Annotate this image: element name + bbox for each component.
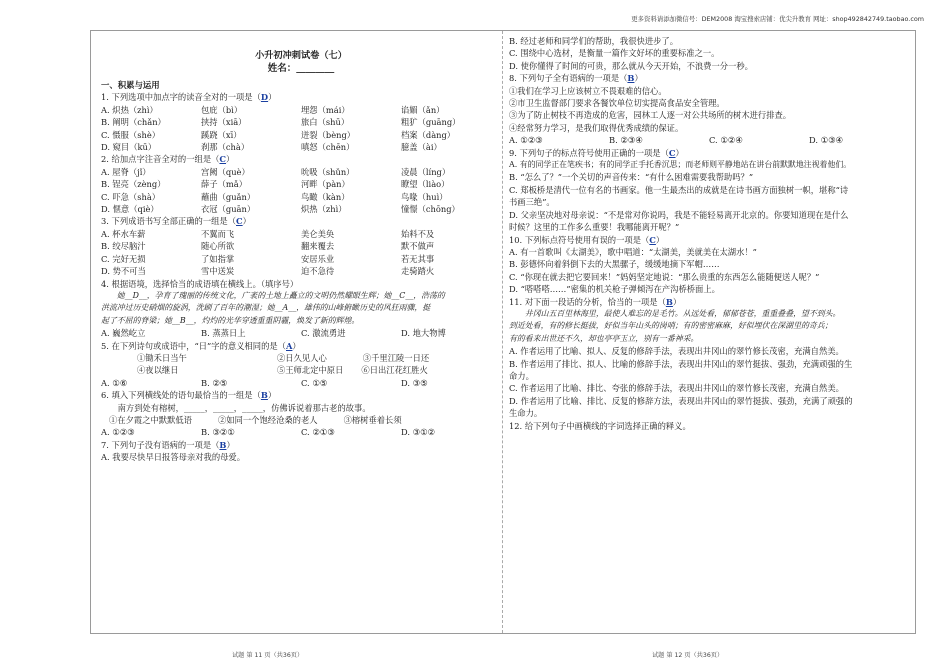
question-11-option: B. 作者运用了排比、拟人、比喻的修辞手法，表现出井冈山的翠竹挺拔、强劲，充满顽强的生 (509, 358, 853, 369)
question-11-passage: 有的看来出世还不久，却也亭亭玉立，别有一番神采。 (509, 333, 699, 343)
question-8-item: ③为了防止树枝不再造成的危害，园林工人逐一对公共场所的树木进行排查。 (509, 110, 792, 121)
question-7-option: D. 使你懂得了时间的可贵，那么就从今天开始，不浪费一分一秒。 (509, 60, 753, 71)
question-5-items: ①锄禾日当午 ②日久见人心 ③千里江陵一日还 ④夜以继日 ⑤王师北定中原日 ⑥日出江花红胜火 (137, 352, 430, 376)
question-11-option: 命力。 (509, 370, 534, 381)
question-7-option: C. 围绕中心选材，是衡量一篇作文好坏的重要标准之一。 (509, 48, 720, 59)
column-divider (502, 31, 503, 633)
question-3-options: A. 杯水车薪 不翼而飞 美仑美奂 始料不及 B. 绞尽脑汁 随心所欲 翻来覆去 默不做声 C. 完好无损 了如指掌 安居乐业 若无其事 D. 势不可当 雪中送炭 迫不急待 走骑踏火 (101, 228, 435, 277)
question-4-passage: 她__D__，孕育了瑰丽的传统文化，广袤的土地上矗立的文明仍然耀眼生辉；她__C__，浩荡的 (116, 290, 445, 300)
question-9-option: B. “怎么了？”一个关切的声音传来：“有什么困难需要我帮助吗？” (509, 172, 754, 183)
question-6-options: A. ①②③ B. ③②① C. ②①③ D. ③①② (101, 427, 435, 438)
page-header: 更多资料请添加微信号：DEM2008 淘宝搜索店铺：优尖升教育 网址：shop492842749.taobao.com (631, 15, 924, 23)
question-6-items: ①在夕霞之中默默低语 ②如同一个饱经沧桑的老人 ③榕树垂着长须 (109, 414, 402, 425)
question-2-options: A. 屋脊（jǐ） 宫阙（què） 吮吸（shǔn） 凌晨（líng） B. 锃亮（zèng） 薛子（mǎ） 河畔（pàn） 瞭望（liào） C. 吓急（shà） 蘸曲（guǎn） 鸟瞰（kàn） 鸟喙（huì） D. 惬意（qiè） 衣冠（guān） 炽热（zhì） 憧憬（chōng） (101, 166, 460, 215)
question-9-option: D. 父亲坚决地对母亲说：“不是常对你说吗，我是不能轻易离开北京的。你要知道现在是什么 (509, 209, 849, 220)
question-10-option: B. 彭德怀向着斜倒下去的大黑骡子，缓缓地摘下军帽…… (509, 259, 720, 270)
question-11-passage: 井冈山五百里林海里，最使人难忘的是毛竹。从远处看，郁郁苍苍，重重叠叠，望不到头。 (524, 308, 841, 318)
question-11-stem: 11. 对下面一段话的分析，恰当的一项是（B） (509, 296, 682, 307)
left-column (101, 35, 501, 464)
question-8-options: A. ①②③ B. ②③④ C. ①②④ D. ①③④ (509, 135, 843, 146)
question-10-option: C. “你现在就去把它要回来！”妈妈坚定地说：“那么贵重的东西怎么能随便送人呢？” (509, 271, 820, 282)
question-8-stem: 8. 下列句子全有语病的一项是（B） (509, 73, 643, 84)
question-10-option: D. “嗒嗒嗒……”密集的机关枪子弹倾泻在产沟桥桥面上。 (509, 284, 720, 295)
question-5-options: A. ①⑥ B. ②⑤ C. ①⑤ D. ③⑤ (101, 377, 428, 388)
question-8-item: ④经常努力学习，是我们取得优秀成绩的保证。 (509, 122, 684, 133)
question-4-passage: 起了不屈的脊梁；她__B__，灼灼的光华穿透重重阴霾，焕发了新的辉煌。 (101, 315, 360, 325)
question-7-stem: 7. 下列句子没有语病的一项是（B） (101, 439, 235, 450)
question-11-option: C. 作者运用了比喻、排比、夸张的修辞手法，表现出井冈山的翠竹修长茂密，充满自然美。 (509, 383, 844, 394)
question-11-passage: 到近处看，有的修长挺拔，好似当年山头的岗哨；有的密密麻麻，好似埋伏在深湖里的奇兵； (509, 321, 833, 331)
exam-title: 小升初冲刺试卷（七） (255, 50, 347, 61)
question-9-option: 时候？这里的工作多么重要！我哪能离开呢？” (509, 222, 680, 233)
exam-frame (90, 30, 916, 634)
question-11-option: D. 作者运用了比喻、排比、反复的修辞方法，表现出井冈山的翠竹挺拔、强劲，充满了顽强的 (509, 395, 853, 406)
question-4-options: A. 巍然屹立 B. 蒸蒸日上 C. 激流勇进 D. 地大物博 (101, 328, 446, 339)
question-6-sentence: 南方到处有榕树，_____，_____，_____，仿佛诉说着那古老的故事。 (117, 402, 371, 413)
question-4-stem: 4. 根据语境，选择恰当的成语填在横线上。（填序号） (101, 278, 299, 289)
question-9-option: C. 郑板桥是清代一位有名的书画家。他一生最杰出的成就是在诗书画方面独树一帜，堪称“诗 (509, 184, 849, 195)
footer-page-right: 试题 第 12 页（共36页） (652, 652, 724, 659)
question-8-item: ①我们在学习上应该树立不畏艰难的信心。 (509, 85, 667, 96)
question-1-options: A. 炽热（zhì） 包庇（bì） 埋怨（mái） 谄媚（ǎn） B. 阐明（chǎn） 挟持（xiā） 旅白（shū） 粗犷（guāng） C. 慑服（shè） 蹊跷（xī） 迸裂（bèng） 档案（dàng） D. 窥目（kū） 刹那（chà） 嗔怒（chēn） 臆盖（ài） (101, 104, 461, 153)
right-column (509, 35, 909, 432)
section-heading: 一、积累与运用 (101, 80, 160, 90)
question-8-item: ②市卫生监督部门要求各餐饮单位切实提高食品安全管理。 (509, 98, 725, 109)
footer-page-left: 试题 第 11 页（共36页） (232, 652, 304, 659)
question-10-option: A. 有一首歌叫《太湖美》，歌中唱道：“太湖美，美就美在太湖水！” (509, 246, 757, 257)
question-11-option: 生命力。 (509, 408, 543, 419)
question-7-option-a: A. 我要尽快早日报答母亲对我的母爱。 (101, 452, 246, 463)
question-7-option: B. 经过老师和同学们的帮助，我很快进步了。 (509, 36, 679, 46)
question-9-option: A. 有的同学正在笔疾书；有的同学正手托香沉思；而老师则平静地站在讲台前默默地注视着他们。 (509, 160, 852, 170)
question-12-stem: 12. 给下列句子中画横线的字词选择正确的释义。 (509, 420, 691, 431)
question-1-stem: 1. 下列选项中加点字的读音全对的一项是（D） (101, 92, 277, 103)
question-9-stem: 9. 下列句子的标点符号使用正确的一项是（C） (509, 147, 684, 158)
question-11-option: A. 作者运用了比喻、拟人、反复的修辞手法，表现出井冈山的翠竹修长茂密，充满自然美。 (509, 346, 844, 357)
question-6-stem: 6. 填入下列横线处的语句最恰当的一组是（B） (101, 390, 277, 401)
question-4-passage: 洪流冲过历史硝烟的旋涡，洗刷了百年的潮湿；她__A__，雄伟的山峰俯瞰历史的风狂雨骤，挺 (101, 303, 431, 313)
name-field: 姓名：________ (267, 63, 335, 74)
question-9-option: 书画三绝”。 (509, 197, 555, 208)
question-5-stem: 5. 在下列诗句或成语中，“日”字的意义相同的是（A） (101, 340, 301, 351)
question-3-stem: 3. 下列成语书写全部正确的一组是（C） (101, 216, 251, 227)
question-2-stem: 2. 给加点字注音全对的一组是（C） (101, 154, 235, 165)
question-10-stem: 10. 下列标点符号使用有误的一项是（C） (509, 234, 665, 245)
